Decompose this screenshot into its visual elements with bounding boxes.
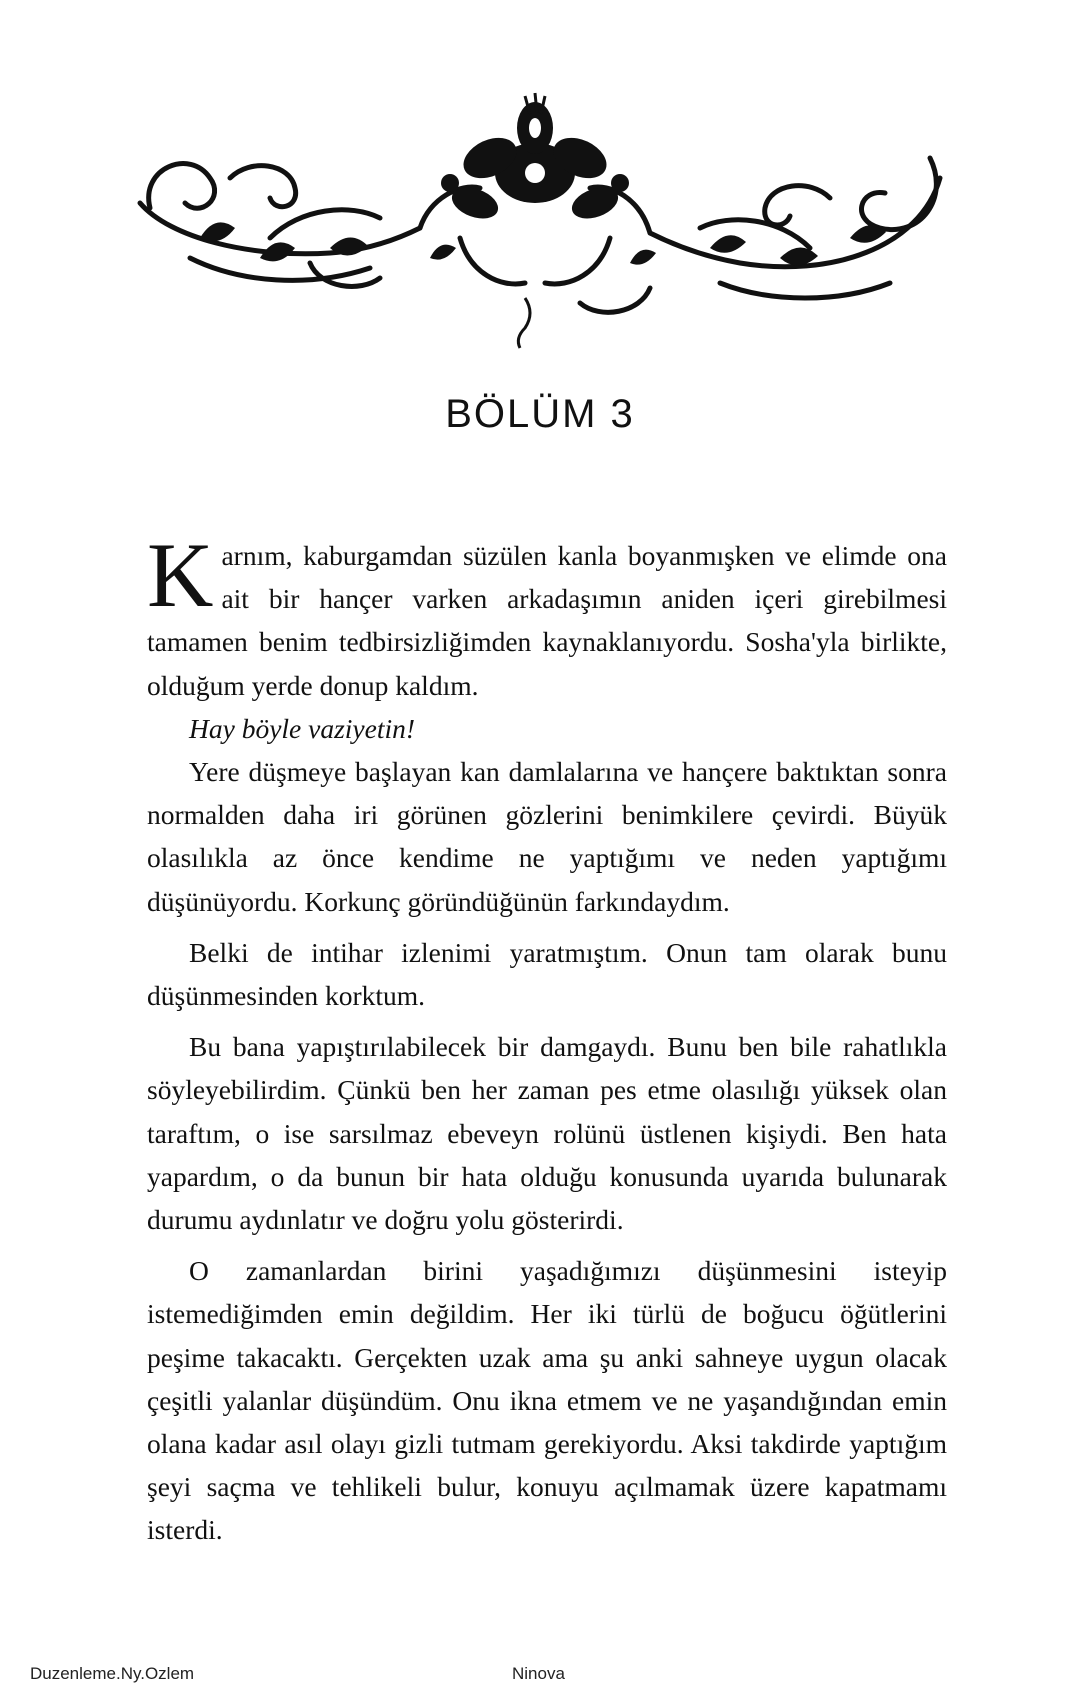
paragraph-4: Belki de intihar izlenimi yaratmıştım. Onun tam olarak bunu düşünmesinden korktum.: [147, 936, 947, 1012]
chapter-title: BÖLÜM 3: [445, 391, 635, 436]
paragraph-1-text: arnım, kaburgamdan süzülen kanla boyanmışken ve elimde ona ait bir hançer varken arkadaşımın aniden içeri girebilmesi tamamen benim tedbirsizliğimden kaynaklanıyordu. Sosha'yla birlikte, olduğum yerde donup kaldım.: [147, 540, 947, 701]
paragraph-6: O zamanlardan birini yaşadığımızı düşünmesini isteyip istemediğimden emin değildim. Her iki türlü de boğucu öğütlerini peşime takacaktı. Gerçekten uzak ama şu anki sahneye uygun olacak çeşitli yalanlar düşündüm. Onu ikna etmem ve ne yaşandığından emin olana kadar asıl olayı gizli tutmam gerekiyordu. Aksi takdirde yaptığım şeyi saçma ve tehlikeli bulur, konuyu açılmamak üzere kapatmamı isterdi.: [147, 1255, 947, 1546]
floral-ornament-icon: [130, 88, 950, 353]
paragraph-2: Hay böyle vaziyetin!: [189, 712, 416, 744]
footer-publisher: Ninova: [512, 1664, 565, 1683]
chapter-body: [147, 524, 947, 1552]
paragraph-5: Bu bana yapıştırılabilecek bir damgaydı. Bunu ben bile rahatlıkla söyleyebilirdim. Çünkü ben her zaman pes etme olasılığı yüksek olan taraftım, o ise sarsılmaz ebeveyn rolünü üstlenen kişiydi. Ben hata yapardım, o da bunun bir hata olduğu konusunda uyarıda bulunarak durumu aydınlatır ve doğru yolu gösterirdi.: [147, 1031, 947, 1236]
paragraph-1: [147, 524, 947, 707]
drop-cap: K: [147, 524, 214, 626]
footer-editor-credit: Duzenleme.Ny.Ozlem: [30, 1664, 195, 1683]
paragraph-3: Yere düşmeye başlayan kan damlalarına ve hançere baktıktan sonra normalden daha iri görünen gözlerini benimkilere çevirdi. Büyük olasılıkla az önce kendime ne yaptığımı ve neden yaptığımı düşünüyordu. Korkunç göründüğünün farkındaydım.: [147, 756, 947, 917]
